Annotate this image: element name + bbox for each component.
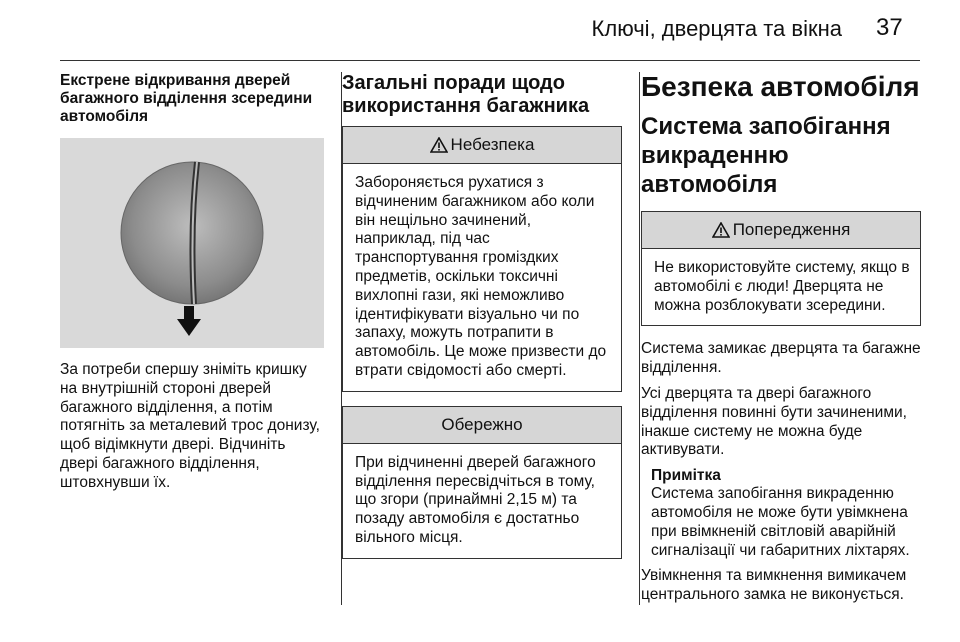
caution-box xyxy=(342,406,622,559)
danger-box-body xyxy=(343,164,621,391)
warning-triangle-icon xyxy=(712,222,730,238)
column-middle xyxy=(342,72,622,559)
warning-triangle-icon xyxy=(430,137,448,153)
danger-box xyxy=(342,126,622,392)
anti-theft-paragraph-3: Увімкнення та вимкнення вимикачем центрального замка не виконується. xyxy=(641,567,907,604)
danger-box-text: Забороняється рухатися з відчиненим багажником або коли він нещільно зачинений, наприклад, під час транспортування громіздких предметів, оскільки токсичні вихлопні гази, які неможливо ідентифікувати візуально чи по запаху, можуть потрапити в автомобіль. Це може призвести до втрати свідомості або смерті. xyxy=(355,174,607,379)
trunk-advice-heading: Загальні поради щодо використання багажника xyxy=(342,72,590,117)
emergency-opening-text: За потреби спершу зніміть кришку на внутрішній стороні дверей багажного відділення, а потім потягніть за металевий трос донизу, щоб відімкнути двері. Відчиніть двері багажного відділення, штовхнувши їх. xyxy=(60,361,320,491)
note-text: Система запобігання викраденню автомобіля не може бути увімкнена при ввімкненій світловій аварійній сигналізації чи габаритних ліхтарях. xyxy=(651,485,910,559)
header-title: Ключі, дверцята та вікна xyxy=(591,16,842,41)
warning-box-header xyxy=(642,212,920,249)
danger-box-title: Небезпека xyxy=(450,135,535,154)
warning-box-title: Попередження xyxy=(732,220,851,239)
page-number: 37 xyxy=(876,14,903,41)
caution-box-title: Обережно xyxy=(441,414,523,434)
column-divider-2 xyxy=(639,72,640,605)
trunk-release-illustration xyxy=(60,138,324,348)
note-title: Примітка xyxy=(651,467,721,485)
caution-box-header xyxy=(343,407,621,444)
column-right xyxy=(641,72,921,605)
caution-box-text: При відчиненні дверей багажного відділення пересвідчіться в тому, що згори (принаймні 2,15 м) та позаду автомобіля є достатньо вільного місця. xyxy=(355,453,596,546)
column-left xyxy=(60,72,324,493)
warning-box-text: Не використовуйте систему, якщо в автомобілі є люди! Дверцята не можна розблокувати зсередини. xyxy=(654,259,910,314)
emergency-opening-heading: Екстрене відкривання дверей багажного відділення зсередини автомобіля xyxy=(60,72,313,125)
anti-theft-paragraph-2: Усі дверцята та двері багажного відділення повинні бути зачиненими, інакше систему не можна буде активувати. xyxy=(641,384,907,459)
header-rule xyxy=(60,60,920,61)
warning-box xyxy=(641,211,921,326)
anti-theft-paragraph-1: Система замикає дверцята та багажне відділення. xyxy=(641,340,921,377)
note-block xyxy=(641,467,921,560)
danger-box-header xyxy=(343,127,621,164)
warning-box-body xyxy=(642,249,920,325)
trunk-release-figure xyxy=(60,138,324,348)
caution-box-body xyxy=(343,444,621,558)
anti-theft-heading: Система запобігання викраденню автомобіля xyxy=(641,113,891,198)
vehicle-security-heading: Безпека автомобіля xyxy=(641,71,920,102)
